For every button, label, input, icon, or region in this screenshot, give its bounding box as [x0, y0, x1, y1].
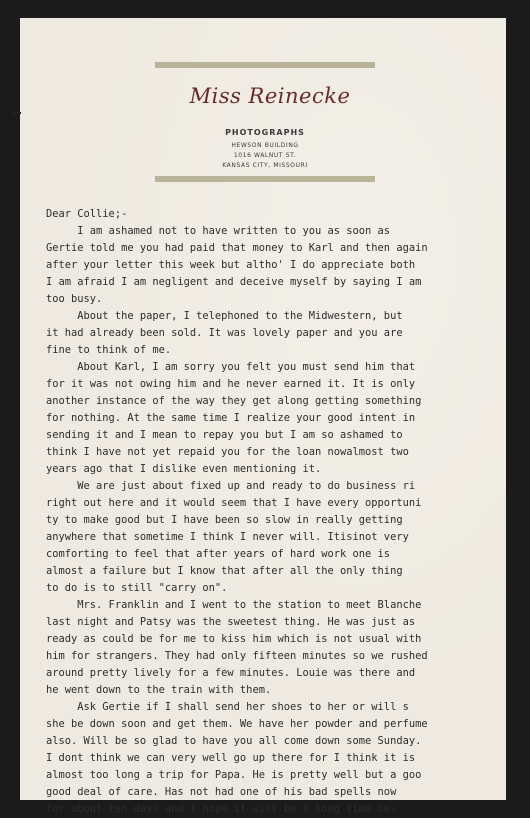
letter-line: she be down soon and get them. We have her powder and perfume [46, 718, 428, 730]
letter-line: for about ten days and I hope it will be a long time be- [46, 803, 397, 815]
letter-line: I am afraid I am negligent and deceive myself by saying I am [46, 276, 422, 288]
letter-line: for it was not owing him and he never earned it. It is only [46, 378, 416, 390]
letter-line: almost too long a trip for Papa. He is pretty well but a goo [46, 769, 422, 781]
letter-line: he went down to the train with them. [46, 684, 272, 696]
letter-body [46, 206, 506, 818]
letter-line: for nothing. At the same time I realize your good intent in [46, 412, 416, 424]
letter-line: About Karl, I am sorry you felt you must send him that [46, 361, 416, 373]
letter-page [20, 18, 506, 815]
letterhead-signature: Miss Reinecke [189, 84, 351, 108]
letter-line: Dear Collie;- [46, 208, 128, 220]
letter-line: think I have not yet repaid you for the loan nowalmost two [46, 446, 409, 458]
letter-line: Mrs. Franklin and I went to the station to meet Blanche [46, 599, 422, 611]
letterhead-building: HEWSON BUILDING [231, 142, 299, 149]
letter-line: fine to think of me. [46, 344, 172, 356]
letter-line: sending it and I mean to repay you but I am so ashamed to [46, 429, 403, 441]
letter-line: ty to make good but I have been so slow in really getting [46, 514, 403, 526]
letter-line: Gertie told me you had paid that money to Karl and then again [46, 242, 428, 254]
letter-line: him for strangers. They had only fifteen minutes so we rushed [46, 650, 428, 662]
letter-line: good deal of care. Has not had one of his bad spells now [46, 786, 397, 798]
letter-line: ready as could be for me to kiss him which is not usual with [46, 633, 422, 645]
letter-line: also. Will be so glad to have you all come down some Sunday. [46, 735, 422, 747]
letter-line: it had already been sold. It was lovely paper and you are [46, 327, 403, 339]
letter-line: We are just about fixed up and ready to do business ri [46, 480, 416, 492]
letterhead-rule-bottom [155, 176, 375, 182]
letter-line: anywhere that sometime I think I never will. Itisinot very [46, 531, 409, 543]
letter-line: comforting to feel that after years of hard work one is [46, 548, 391, 560]
letter-line: years ago that I dislike even mentioning it. [46, 463, 322, 475]
letter-line: to do is to still "carry on". [46, 582, 228, 594]
letter-line: around pretty lively for a few minutes. Louie was there and [46, 667, 416, 679]
letterhead-rule-top [155, 62, 375, 68]
letter-line: almost a failure but I know that after all the only thing [46, 565, 403, 577]
letterhead-city: KANSAS CITY, MISSOURI [222, 162, 308, 169]
letter-line: after your letter this week but altho' I do appreciate both [46, 259, 416, 271]
letter-line: About the paper, I telephoned to the Midwestern, but [46, 310, 403, 322]
fold-mark [13, 112, 21, 114]
letterhead-title: PHOTOGRAPHS [225, 128, 305, 137]
letter-line: last night and Patsy was the sweetest thing. He was just as [46, 616, 416, 628]
letter-line: right out here and it would seem that I have every opportuni [46, 497, 422, 509]
letterhead-street: 1016 WALNUT ST. [233, 152, 297, 159]
letter-line: I am ashamed not to have written to you as soon as [46, 225, 391, 237]
letter-line: another instance of the way they get along getting something [46, 395, 422, 407]
letter-line: Ask Gertie if I shall send her shoes to her or will s [46, 701, 409, 713]
letter-line: I dont think we can very well go up there for I think it is [46, 752, 416, 764]
letter-line: too busy. [46, 293, 103, 305]
